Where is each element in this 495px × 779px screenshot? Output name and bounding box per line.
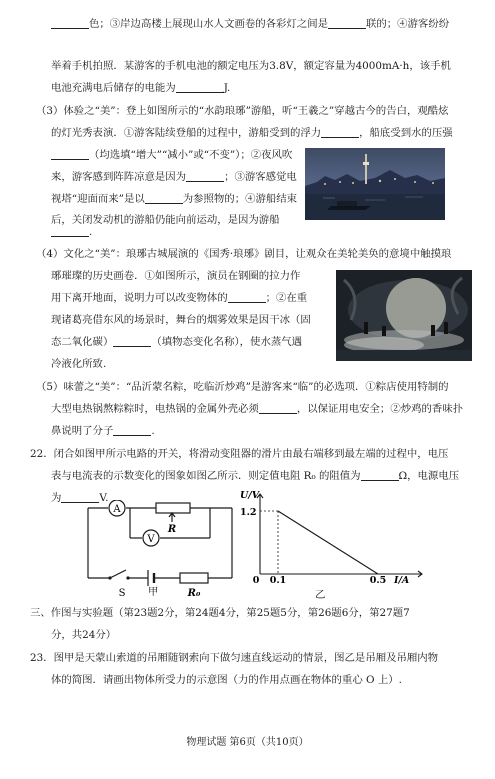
fixed-resistor-label: R₀ bbox=[187, 588, 201, 599]
q21-3-line-g: . bbox=[51, 225, 92, 239]
q21-3-line-a: （3）体验之“美”：登上如图所示的“水韵琅琊”游船，听“王羲之”穿越古今的告白，观酷炫 bbox=[36, 105, 449, 117]
graph-y-tick-label: 1.2 bbox=[240, 507, 257, 518]
q21-3-line-c: （均选填“增大”“减小”或“不变”）；②夜风吹 bbox=[51, 148, 292, 162]
q21-2-line-a: 色；③岸边高楼上展现山水人文画卷的各彩灯之间是 联的；④游客纷纷 bbox=[51, 17, 449, 31]
ammeter-label: A bbox=[113, 504, 121, 515]
night-lake-boat-photo bbox=[305, 148, 445, 220]
q21-4-line-d: 现诸葛亮借东风的场景时，舞台的烟雾效果是因干冰（固 bbox=[51, 314, 311, 326]
rheostat-label: R bbox=[167, 524, 177, 535]
section-3-heading-b: 分，共24分） bbox=[51, 629, 117, 641]
q21-4-line-e: 态二氧化碳） （填物态变化名称），使水蒸气遇 bbox=[51, 336, 303, 348]
q22-line-a: 22．闭合如图甲所示电路的开关，将滑动变阻器的滑片由最右端移到最左端的过程中，电压 bbox=[30, 448, 449, 460]
graph-y-axis-label: U/V bbox=[240, 490, 260, 501]
q21-4-line-a: （4）文化之“美”：琅琊古城展演的《国秀·琅琊》剧目，让观众在美轮美奂的意境中触摸琅 bbox=[36, 248, 452, 260]
q21-3-line-f: 后，关闭发动机的游船仍能向前运动，是因为游船 bbox=[51, 214, 280, 226]
q21-4-line-b: 琊璀璨的历史画卷．①如图所示，演员在钢圈的拉力作 bbox=[51, 270, 301, 282]
q21-3-line-d: 来，游客感到阵阵凉意是因为 ；③游客感觉电 bbox=[51, 171, 297, 183]
q21-4-line-f: 冷液化所致. bbox=[51, 358, 107, 370]
section-3-heading-a: 三、作图与实验题（第23题2分，第24题4分，第25题5分，第26题6分，第27题7 bbox=[30, 607, 410, 619]
graph-x-tick-2-label: 0.5 bbox=[369, 575, 387, 584]
page-footer: 物理试题 第6页（共10页） bbox=[186, 737, 309, 748]
voltage-current-graph bbox=[232, 488, 432, 584]
graph-caption: 乙 bbox=[315, 589, 326, 601]
q21-2-line-c: 电池充满电后储存的电能为 J. bbox=[51, 82, 231, 94]
circuit-caption: 甲 bbox=[148, 586, 159, 598]
graph-origin-label: 0 bbox=[252, 575, 260, 584]
q21-3-line-e: 视塔“迎面而来”是以 为参照物的；④游船结束 bbox=[51, 193, 298, 205]
q22-line-c: 为 V. bbox=[51, 492, 109, 504]
graph-x-tick-1-label: 0.1 bbox=[269, 575, 287, 584]
q21-5-line-c: 鼻说明了分子 . bbox=[51, 425, 155, 437]
voltmeter-label: V bbox=[147, 534, 155, 545]
q21-5-line-b: 大型电热锅熬粽粽时，电热锅的金属外壳必须 ，以保证用电安全；②炒鸡的香味扑 bbox=[51, 403, 464, 415]
stage-performance-photo bbox=[336, 270, 472, 361]
graph-x-axis-label: I/A bbox=[394, 575, 410, 584]
q21-2-line-b: 举着手机拍照．某游客的手机电池的额定电压为3.8V，额定容量为4000mA·h，该手机 bbox=[51, 60, 451, 72]
switch-label: S bbox=[118, 588, 126, 599]
circuit-diagram bbox=[80, 500, 240, 606]
q21-3-line-b: 的灯光秀表演．①游客陆续登船的过程中，游船受到的浮力 ，船底受到水的压强 bbox=[51, 127, 453, 139]
q23-line-b: 体的简图．请画出物体所受力的示意图（力的作用点画在物体的重心 O 上）. bbox=[51, 674, 402, 686]
q21-4-line-c: 用下离开地面，说明力可以改变物体的 ；②在重 bbox=[51, 292, 308, 304]
q21-5-line-a: （5）味蕾之“美”：“品沂蒙名粽，吃临沂炒鸡”是游客来“临”的必选项．①粽店使用特制的 bbox=[36, 381, 449, 393]
q22-line-b: 表与电流表的示数变化的图象如图乙所示．则定值电阻 R₀ 的阻值为 Ω，电源电压 bbox=[51, 470, 460, 482]
q23-line-a: 23．图甲是天蒙山索道的吊厢随钢索向下做匀速直线运动的情景，图乙是吊厢及吊厢内物 bbox=[30, 652, 439, 664]
